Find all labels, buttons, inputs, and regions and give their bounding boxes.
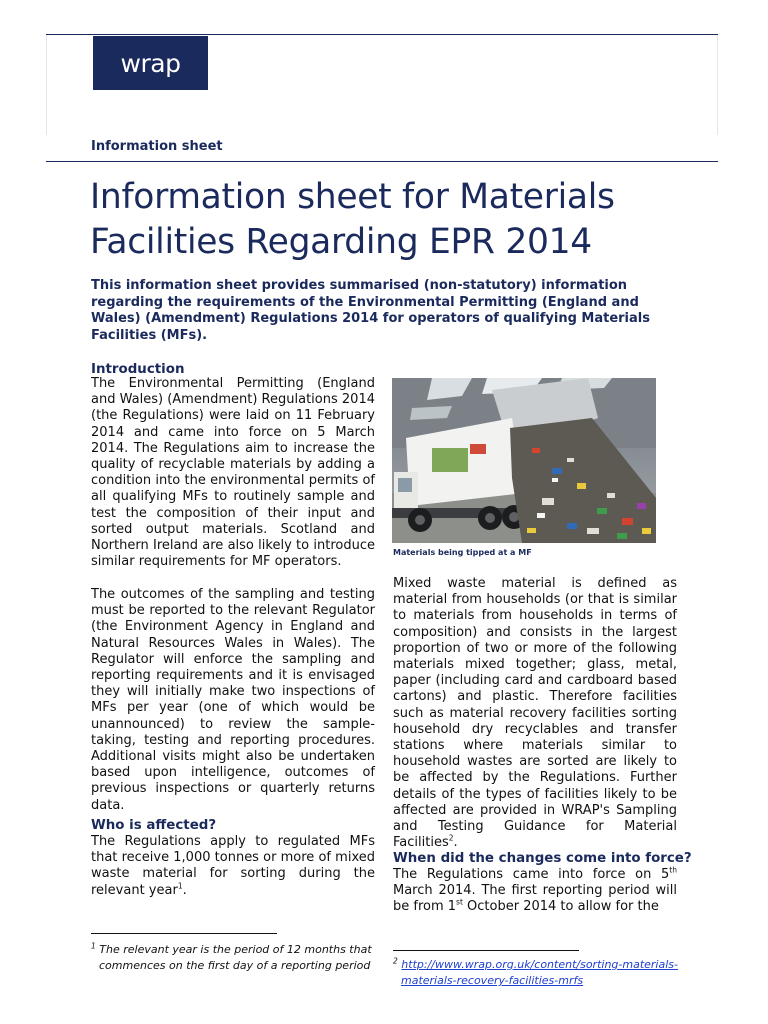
introduction-paragraph-2: The outcomes of the sampling and testing must be reported to the relevant Regulator (the Environment Agency in England and Natural Resources Wales in Wales). The Regulator will enforce the sampling and reporting requirements and it is envisaged they will initially make two inspections of MFs per year (one of which would be unannounced) to review the sample-taking, testing and reporting procedures. Additional visits might also be undertaken based upon intelligence, outcomes of previous inspections or quarterly returns data. [91,587,375,813]
footnote-1-text: The relevant year is the period of 12 months that commences on the first day of a reporting period [99,943,372,972]
footnote-2-link[interactable]: http://www.wrap.org.uk/content/sorting-materials-materials-recovery-facilities-mrfs [401,958,678,987]
page-title: Information sheet for Materials Facilities Regarding EPR 2014 [90,177,615,262]
document-type-label: Information sheet [91,139,223,154]
footnote-ref-1[interactable]: 1 [177,881,183,891]
when-text-c: October 2014 to allow for the [467,899,659,915]
footnote-1 [91,942,379,974]
header-right-divider [717,35,718,135]
when-text-b: March 2014. The first reporting period will be from 1 [393,883,677,915]
logo-text: wrap [120,48,181,78]
mixed-waste-text: Mixed waste material is defined as material from households (or that is similar to materials from households in terms of composition) and consists in the largest proportion of two or more of the following materials mixed together; glass, metal, paper (including card and cardboard based cartons) and plastic. Therefore facilities such as material recovery facilities sorting household dry recyclables and transfer stations where materials similar to household wastes are sorted are likely to be affected by the Regulations. Further details of the types of facilities likely to be affected are provided in WRAP's Sampling and Testing Guidance for Material Facilities [393,576,677,851]
who-is-affected-paragraph: The Regulations apply to regulated MFs that receive 1,000 tonnes or more of mixed waste material for sorting during the relevant year$^1$. [91,834,375,898]
footnote-2 [393,957,686,989]
header-top-rule [46,34,718,35]
when-text-a: The Regulations came into force on 5 [393,867,670,882]
footnote-ref-2[interactable]: 2 [448,833,454,843]
footnote-rule-right [393,950,579,951]
wrap-logo [93,36,208,90]
footnote-2-number: 2 [393,956,398,966]
recycling-truck-photo [392,378,656,543]
header-left-divider [46,35,47,135]
introduction-heading: Introduction [91,362,185,377]
footnote-rule-left [91,933,277,934]
who-is-affected-heading: Who is affected? [91,818,217,833]
footnote-1-number: 1 [91,941,96,951]
summary-paragraph: This information sheet provides summarised (non-statutory) information regarding the requirements of the Environmental Permitting (England and Wales) (Amendment) Regulations 2014 for operators of qualifying Materials Facilities (MFs). [91,278,650,343]
when-did-changes-heading: When did the changes come into force? [393,851,692,866]
who-is-affected-text: The Regulations apply to regulated MFs that receive 1,000 tonnes or more of mixed waste material for sorting during the relevant year [91,834,375,898]
truck-tipping-illustration [392,378,656,543]
photo-caption: Materials being tipped at a MF [393,548,532,557]
introduction-paragraph-1: The Environmental Permitting (England and Wales) (Amendment) Regulations 2014 (the Regulations) were laid on 11 February 2014 and came into force on 5 March 2014. The Regulations aim to increase the quality of recyclable materials by adding a condition into the environmental permits of all qualifying MFs to routinely sample and test the composition of their input and sorted output materials. Scotland and Northern Ireland are also likely to introduce similar requirements for MF operators. [91,376,375,570]
mixed-waste-paragraph: Mixed waste material is defined as material from households (or that is similar to materials from households in terms of composition) and consists in the largest proportion of two or more of the following materials mixed together; glass, metal, paper (including card and cardboard based cartons) and plastic. Therefore facilities such as material recovery facilities sorting household dry recyclables and transfer stations where materials similar to household wastes are sorted are likely to be affected by the Regulations. Further details of the types of facilities likely to be affected are provided in WRAP's Sampling and Testing Guidance for Material Facilities$^2$. [393,576,677,851]
ordinal-st: st [456,898,463,908]
when-did-changes-paragraph [393,867,677,916]
header-bottom-rule [46,161,718,162]
ordinal-th: th [669,865,677,875]
